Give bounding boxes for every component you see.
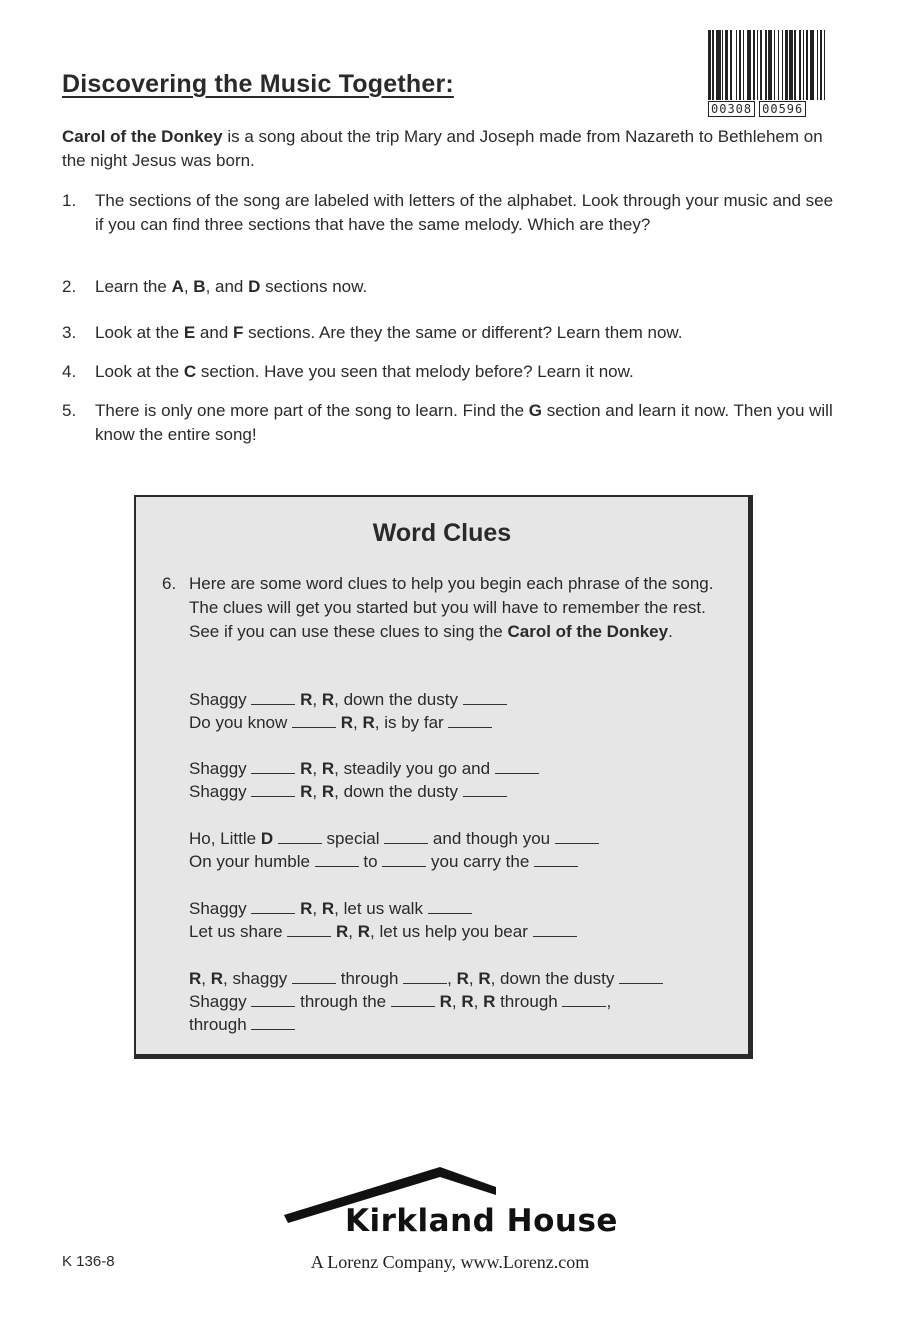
clue-line bbox=[189, 1013, 749, 1036]
clue-text: , bbox=[473, 992, 484, 1011]
clue-letter: R bbox=[300, 759, 313, 778]
section-letter: F bbox=[233, 323, 244, 342]
clue-text: , bbox=[451, 992, 462, 1011]
clue-stanza bbox=[189, 757, 749, 803]
barcode-numbers bbox=[708, 101, 864, 117]
question-6-number: 6. bbox=[162, 574, 177, 593]
question-text-part: The sections of the song are labeled with letters of the alphabet. Look through your music and see if you can find three sections that have the same melody. Which are they? bbox=[95, 191, 834, 234]
clue-text: to bbox=[358, 852, 383, 871]
question-text bbox=[95, 360, 842, 384]
fill-in-blank bbox=[292, 713, 336, 728]
clue-text: Shaggy bbox=[189, 899, 252, 918]
clue-line bbox=[189, 827, 749, 850]
question-text bbox=[95, 275, 842, 299]
question-number: 1. bbox=[62, 191, 77, 210]
fill-in-blank bbox=[292, 969, 336, 984]
question-6-song-title: Carol of the Donkey bbox=[507, 622, 669, 641]
fill-in-blank bbox=[391, 992, 435, 1007]
question-6 bbox=[162, 572, 732, 644]
clue-letter: R bbox=[357, 922, 371, 941]
clue-letter: R bbox=[478, 969, 491, 988]
clue-letter: R bbox=[336, 922, 349, 941]
clue-text: , bbox=[348, 922, 358, 941]
clue-text: Shaggy bbox=[189, 992, 252, 1011]
clue-text: and though you bbox=[428, 829, 555, 848]
clue-letter: R bbox=[300, 782, 313, 801]
question-text bbox=[95, 321, 842, 345]
clue-text: , down the dusty bbox=[490, 969, 620, 988]
fill-in-blank bbox=[251, 1015, 295, 1030]
question-number: 5. bbox=[62, 401, 77, 420]
fill-in-blank bbox=[562, 992, 606, 1007]
clue-letter: R bbox=[300, 899, 313, 918]
fill-in-blank bbox=[448, 713, 492, 728]
fill-in-blank bbox=[315, 852, 359, 867]
clue-text: , let us walk bbox=[334, 899, 428, 918]
clue-text: , down the dusty bbox=[334, 782, 463, 801]
clue-letter: R bbox=[300, 690, 313, 709]
clue-text: , shaggy bbox=[223, 969, 293, 988]
question-5 bbox=[62, 399, 842, 447]
clue-line bbox=[189, 990, 749, 1013]
clue-text: , bbox=[312, 690, 322, 709]
fill-in-blank bbox=[251, 992, 295, 1007]
word-clues-box bbox=[134, 495, 753, 1059]
fill-in-blank bbox=[555, 829, 599, 844]
question-text-part: There is only one more part of the song to learn. Find the bbox=[95, 401, 529, 420]
question-text-part: section and learn it now. Then you will know the entire song! bbox=[95, 401, 833, 444]
question-text-part: , bbox=[183, 277, 194, 296]
barcode-right-number: 00596 bbox=[759, 101, 806, 117]
page-heading: Discovering the Music Together: bbox=[62, 70, 454, 98]
publisher-logo-text: Kirkland House bbox=[345, 1203, 618, 1239]
section-letter: A bbox=[171, 277, 184, 296]
clue-letter: R bbox=[483, 992, 496, 1011]
question-text bbox=[95, 399, 842, 447]
question-number: 3. bbox=[62, 323, 77, 342]
question-4 bbox=[62, 360, 842, 384]
question-text-part: sections now. bbox=[260, 277, 368, 296]
clue-text: through bbox=[495, 992, 563, 1011]
question-text-part: sections. Are they the same or different? Learn them now. bbox=[243, 323, 683, 342]
barcode-bars bbox=[708, 30, 864, 100]
clue-line bbox=[189, 897, 749, 920]
clue-text: , bbox=[606, 992, 612, 1011]
clue-text: Do you know bbox=[189, 713, 292, 732]
clue-letter: R bbox=[321, 782, 335, 801]
clue-letter: R bbox=[321, 759, 335, 778]
clue-letter: R bbox=[439, 992, 452, 1011]
section-letter: B bbox=[193, 277, 206, 296]
fill-in-blank bbox=[251, 759, 295, 774]
clue-text: , let us help you bear bbox=[370, 922, 533, 941]
clue-text: through the bbox=[295, 992, 391, 1011]
intro-text: is a song about the trip Mary and Joseph made from Nazareth to Bethlehem on the night Jesus was born. bbox=[62, 127, 823, 170]
clue-text: , bbox=[353, 713, 363, 732]
section-letter: E bbox=[183, 323, 196, 342]
question-text-part: section. Have you seen that melody before? Learn it now. bbox=[196, 362, 634, 381]
clue-text: Ho, Little bbox=[189, 829, 261, 848]
fill-in-blank bbox=[287, 922, 331, 937]
fill-in-blank bbox=[495, 759, 539, 774]
question-text-part: Learn the bbox=[95, 277, 172, 296]
barcode-gap bbox=[825, 30, 828, 100]
clue-text: through bbox=[189, 1015, 252, 1034]
question-text bbox=[95, 189, 842, 237]
clue-stanza bbox=[189, 688, 749, 734]
clue-letter: R bbox=[340, 713, 354, 732]
fill-in-blank bbox=[533, 922, 577, 937]
question-number: 4. bbox=[62, 362, 77, 381]
clue-line bbox=[189, 757, 749, 780]
intro-paragraph bbox=[62, 125, 842, 173]
clue-letter: R bbox=[456, 969, 469, 988]
fill-in-blank bbox=[278, 829, 322, 844]
clue-text: , bbox=[468, 969, 479, 988]
section-letter: D bbox=[248, 277, 261, 296]
clue-text: Shaggy bbox=[189, 759, 252, 778]
clue-text: , is by far bbox=[374, 713, 449, 732]
clue-text: , bbox=[312, 899, 322, 918]
barcode bbox=[708, 30, 864, 116]
word-clues-title: Word Clues bbox=[372, 519, 512, 547]
clue-text: Shaggy bbox=[189, 782, 252, 801]
section-letter: C bbox=[183, 362, 197, 381]
fill-in-blank bbox=[463, 690, 507, 705]
clue-line bbox=[189, 850, 749, 873]
clue-letter: R bbox=[461, 992, 474, 1011]
fill-in-blank bbox=[619, 969, 663, 984]
clue-text: , down the dusty bbox=[334, 690, 463, 709]
clue-text: , bbox=[447, 969, 457, 988]
question-6-end: . bbox=[668, 622, 673, 641]
clue-text: through bbox=[336, 969, 404, 988]
clue-text: , bbox=[312, 759, 322, 778]
fill-in-blank bbox=[251, 782, 295, 797]
clue-text: , bbox=[312, 782, 322, 801]
clue-line bbox=[189, 711, 749, 734]
question-3 bbox=[62, 321, 842, 345]
clue-letter: R bbox=[321, 690, 335, 709]
clue-line bbox=[189, 967, 749, 990]
clue-stanza bbox=[189, 827, 749, 873]
fill-in-blank bbox=[403, 969, 447, 984]
question-6-body: Here are some word clues to help you begin each phrase of the song. The clues will get you started but you will have to remember the rest. See if you can use these clues to sing the bbox=[189, 574, 714, 641]
clue-letter: D bbox=[260, 829, 274, 848]
clue-line bbox=[189, 780, 749, 803]
fill-in-blank bbox=[534, 852, 578, 867]
clue-stanza bbox=[189, 967, 749, 1036]
question-6-text bbox=[189, 572, 732, 644]
clue-text: Let us share bbox=[189, 922, 288, 941]
clue-line bbox=[189, 920, 749, 943]
question-number: 2. bbox=[62, 277, 77, 296]
clue-letter: R bbox=[210, 969, 224, 988]
clue-line bbox=[189, 688, 749, 711]
clue-stanza bbox=[189, 897, 749, 943]
fill-in-blank bbox=[463, 782, 507, 797]
clue-text: you carry the bbox=[426, 852, 535, 871]
clue-text: special bbox=[321, 829, 385, 848]
company-line: A Lorenz Company, www.Lorenz.com bbox=[310, 1252, 590, 1272]
clue-letter: R bbox=[321, 899, 335, 918]
fill-in-blank bbox=[251, 899, 295, 914]
barcode-left-number: 00308 bbox=[708, 101, 755, 117]
question-text-part: and bbox=[195, 323, 233, 342]
clue-text: On your humble bbox=[189, 852, 315, 871]
clue-text: , bbox=[201, 969, 211, 988]
question-text-part: Look at the bbox=[95, 362, 184, 381]
song-title: Carol of the Donkey bbox=[62, 127, 223, 146]
clue-text: , steadily you go and bbox=[334, 759, 495, 778]
clue-letter: R bbox=[362, 713, 375, 732]
fill-in-blank bbox=[251, 690, 295, 705]
question-text-part: Look at the bbox=[95, 323, 184, 342]
question-1 bbox=[62, 189, 842, 237]
fill-in-blank bbox=[384, 829, 428, 844]
question-2 bbox=[62, 275, 842, 299]
fill-in-blank bbox=[428, 899, 472, 914]
fill-in-blank bbox=[382, 852, 426, 867]
section-letter: G bbox=[528, 401, 542, 420]
clue-text: Shaggy bbox=[189, 690, 252, 709]
clue-letter: R bbox=[189, 969, 202, 988]
question-text-part: , and bbox=[205, 277, 249, 296]
catalog-code: K 136-8 bbox=[62, 1253, 115, 1270]
